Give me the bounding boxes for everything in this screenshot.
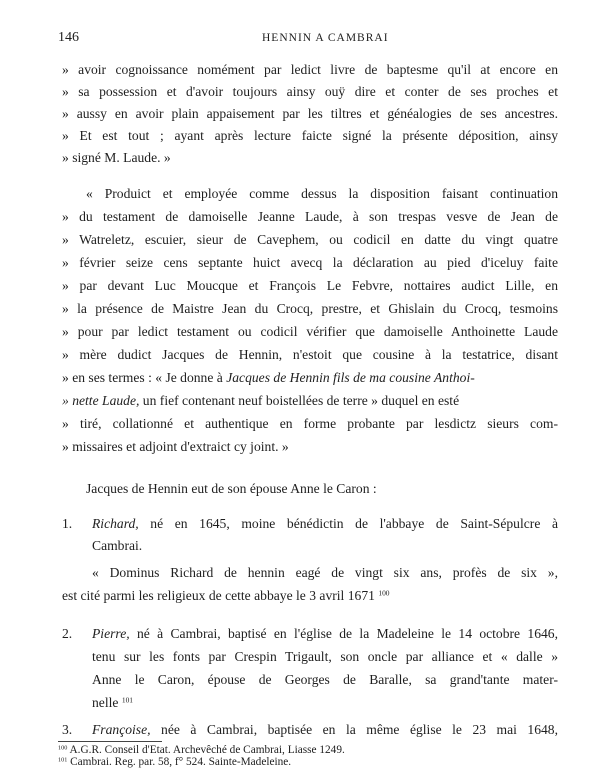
text-line: » du testament de damoiselle Jeanne Laude, à son trespas vesve de Jean de bbox=[62, 209, 558, 224]
text-line: » pour par ledict testament ou codicil vérifier que damoiselle Anthoinette Laude bbox=[62, 324, 558, 339]
text-line: » en ses termes : « Je donne à Jacques de Hennin fils de ma cousine Anthoi- bbox=[62, 370, 475, 385]
footnote: $^{100}$ A.G.R. Conseil d'Etat. Archevêché de Cambrai, Liasse 1249. bbox=[58, 744, 345, 756]
text-line: » la présence de Maistre Jean du Crocq, prestre, et Ghislain du Crocq, tesmoins bbox=[62, 301, 558, 316]
list-number: 2. bbox=[62, 626, 73, 641]
text-line: « Produict et employée comme dessus la disposition faisant continuation bbox=[86, 186, 558, 201]
text-line: Richard, né en 1645, moine bénédictin de l'abbaye de Saint-Sépulcre à bbox=[92, 516, 558, 531]
list-number: 1. bbox=[62, 516, 73, 531]
text-line: » tiré, collationné et authentique en forme probante par lesdictz sieurs com- bbox=[62, 416, 558, 431]
text-line: est cité parmi les religieux de cette abbaye le 3 avril 1671 $^{100}$ bbox=[62, 588, 390, 603]
text-line: » Et est tout ; ayant après lecture faicte signé la présente déposition, ainsy bbox=[62, 128, 558, 143]
text-line: Anne le Caron, épouse de Georges de Baralle, sa grand'tante mater- bbox=[92, 672, 558, 687]
text-line: tenu sur les fonts par Crespin Trigault, son oncle par alliance et « dalle » bbox=[92, 649, 558, 664]
text-line: » sa possession et d'avoir toujours ainsy ouÿ dire et conter de ses proches et bbox=[62, 84, 558, 99]
text-line: Jacques de Hennin eut de son épouse Anne le Caron : bbox=[86, 481, 377, 496]
text-line: nelle $^{101}$ bbox=[92, 695, 134, 710]
footnote-rule bbox=[58, 741, 162, 742]
page-number: 146 bbox=[58, 30, 79, 45]
text-line: » signé M. Laude. » bbox=[62, 150, 171, 165]
text-line: Cambrai. bbox=[92, 538, 143, 553]
text-line: » Watreletz, escuier, sieur de Cavephem, ou codicil en datte du vingt quatre bbox=[62, 232, 558, 247]
footnote: $^{101}$ Cambrai. Reg. par. 58, f° 524. Sainte-Madeleine. bbox=[58, 756, 292, 768]
text-line: « Dominus Richard de hennin eagé de vingt six ans, profès de six », bbox=[92, 565, 558, 580]
text-line: Pierre, né à Cambrai, baptisé en l'église de la Madeleine le 14 octobre 1646, bbox=[92, 626, 558, 641]
text-line: » nette Laude, un fief contenant neuf boistellées de terre » duquel en esté bbox=[62, 393, 460, 408]
running-title: HENNIN A CAMBRAI bbox=[262, 32, 389, 44]
text-line: » mère dudict Jacques de Hennin, n'estoit que cousine à la testatrice, disant bbox=[62, 347, 558, 362]
list-number: 3. bbox=[62, 722, 73, 737]
text-line: » missaires et adjoint d'extraict cy joint. » bbox=[62, 439, 289, 454]
text-line: » février seize cens septante huict avecq la déclaration au pied d'iceluy faite bbox=[62, 255, 558, 270]
text-line: » aussy en avoir plain appaisement par les tiltres et généalogies de ses ancestres. bbox=[62, 106, 558, 121]
text-line: » par devant Luc Moucque et François Le Febvre, nottaires audict Lille, en bbox=[62, 278, 558, 293]
text-line: » avoir cognoissance nomément par ledict livre de baptesme qu'il at encore en bbox=[62, 62, 558, 77]
text-line: Françoise, née à Cambrai, baptisée en la même église le 23 mai 1648, bbox=[92, 722, 558, 737]
